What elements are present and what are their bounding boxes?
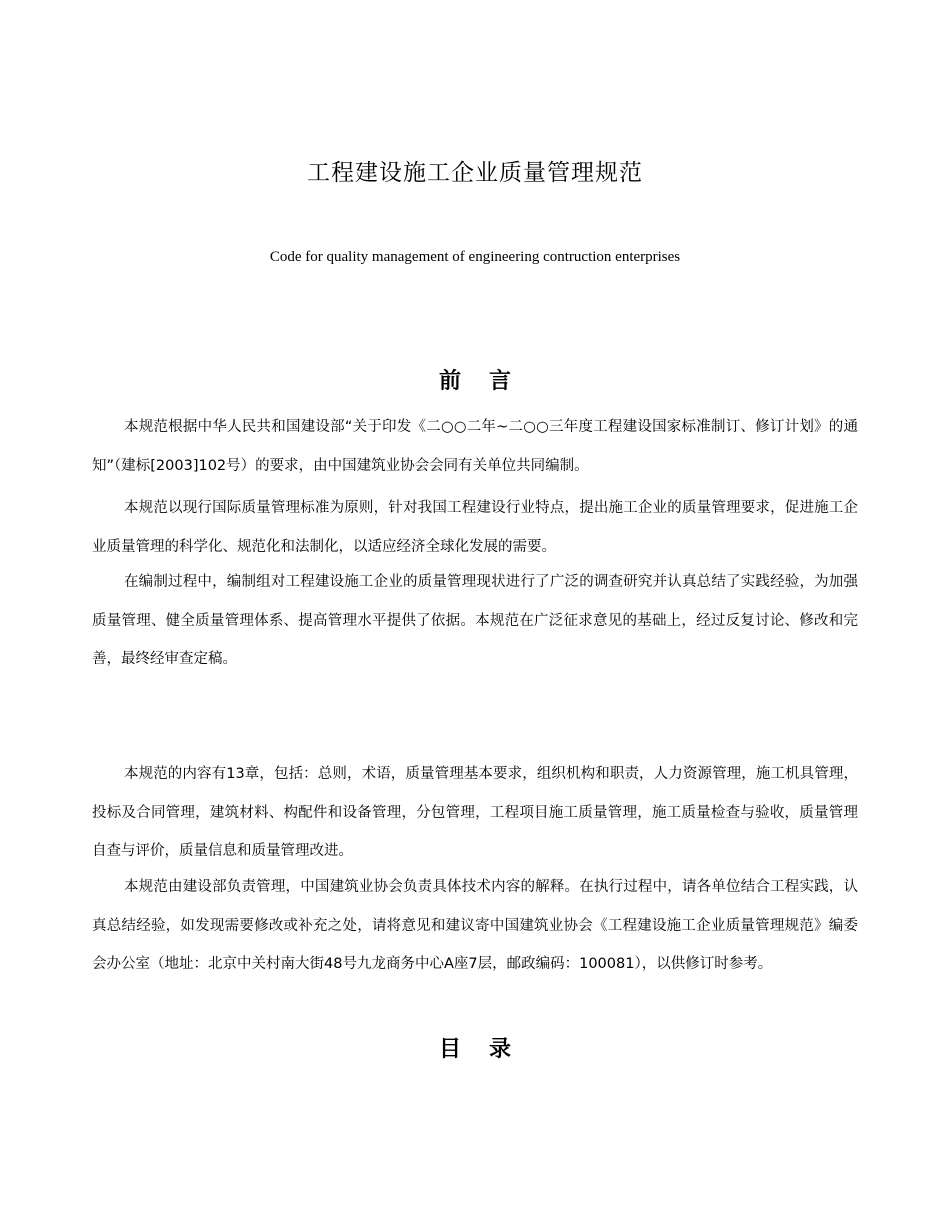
preface-paragraph-5: 本规范由建设部负责管理，中国建筑业协会负责具体技术内容的解释。在执行过程中，请各单位结合工程实践，认真总结经验，如发现需要修改或补充之处，请将意见和建议寄中国建筑业协会《工程建设施工企业质量管理规范》编委会办公室（地址：北京中关村南大街48号九龙商务中心A座7层，邮政编码：100081），以供修订时参考。	[92, 879, 858, 972]
preface-paragraph-3: 在编制过程中，编制组对工程建设施工企业的质量管理现状进行了广泛的调查研究并认真总结了实践经验，为加强质量管理、健全质量管理体系、提高管理水平提供了依据。本规范在广泛征求意见的基础上，经过反复讨论、修改和完善，最终经审查定稿。	[92, 574, 858, 667]
document-title-english: Code for quality management of engineering contruction enterprises	[269, 249, 681, 265]
preface-paragraph-2: 本规范以现行国际质量管理标准为原则，针对我国工程建设行业特点，提出施工企业的质量管理要求，促进施工企业质量管理的科学化、规范化和法制化，以适应经济全球化发展的需要。	[92, 500, 858, 555]
document-title: 工程建设施工企业质量管理规范	[307, 160, 643, 186]
toc-heading	[0, 1032, 950, 1063]
preface-heading-char-2: 言	[489, 369, 512, 394]
toc-heading-char-2: 录	[489, 1037, 512, 1062]
preface-heading	[0, 364, 950, 395]
preface-paragraph-1: 本规范根据中华人民共和国建设部“关于印发《二○○二年~二○○三年度工程建设国家标准制订、修订计划》的通知”（建标[2003]102号）的要求，由中国建筑业协会会同有关单位共同编制。	[92, 419, 858, 474]
toc-heading-char-1: 目	[438, 1037, 461, 1062]
preface-heading-char-1: 前	[438, 369, 461, 394]
preface-paragraph-4: 本规范的内容有13章，包括：总则，术语，质量管理基本要求，组织机构和职责，人力资源管理，施工机具管理，投标及合同管理，建筑材料、构配件和设备管理，分包管理，工程项目施工质量管理，施工质量检查与验收，质量管理自查与评价，质量信息和质量管理改进。	[92, 766, 858, 859]
